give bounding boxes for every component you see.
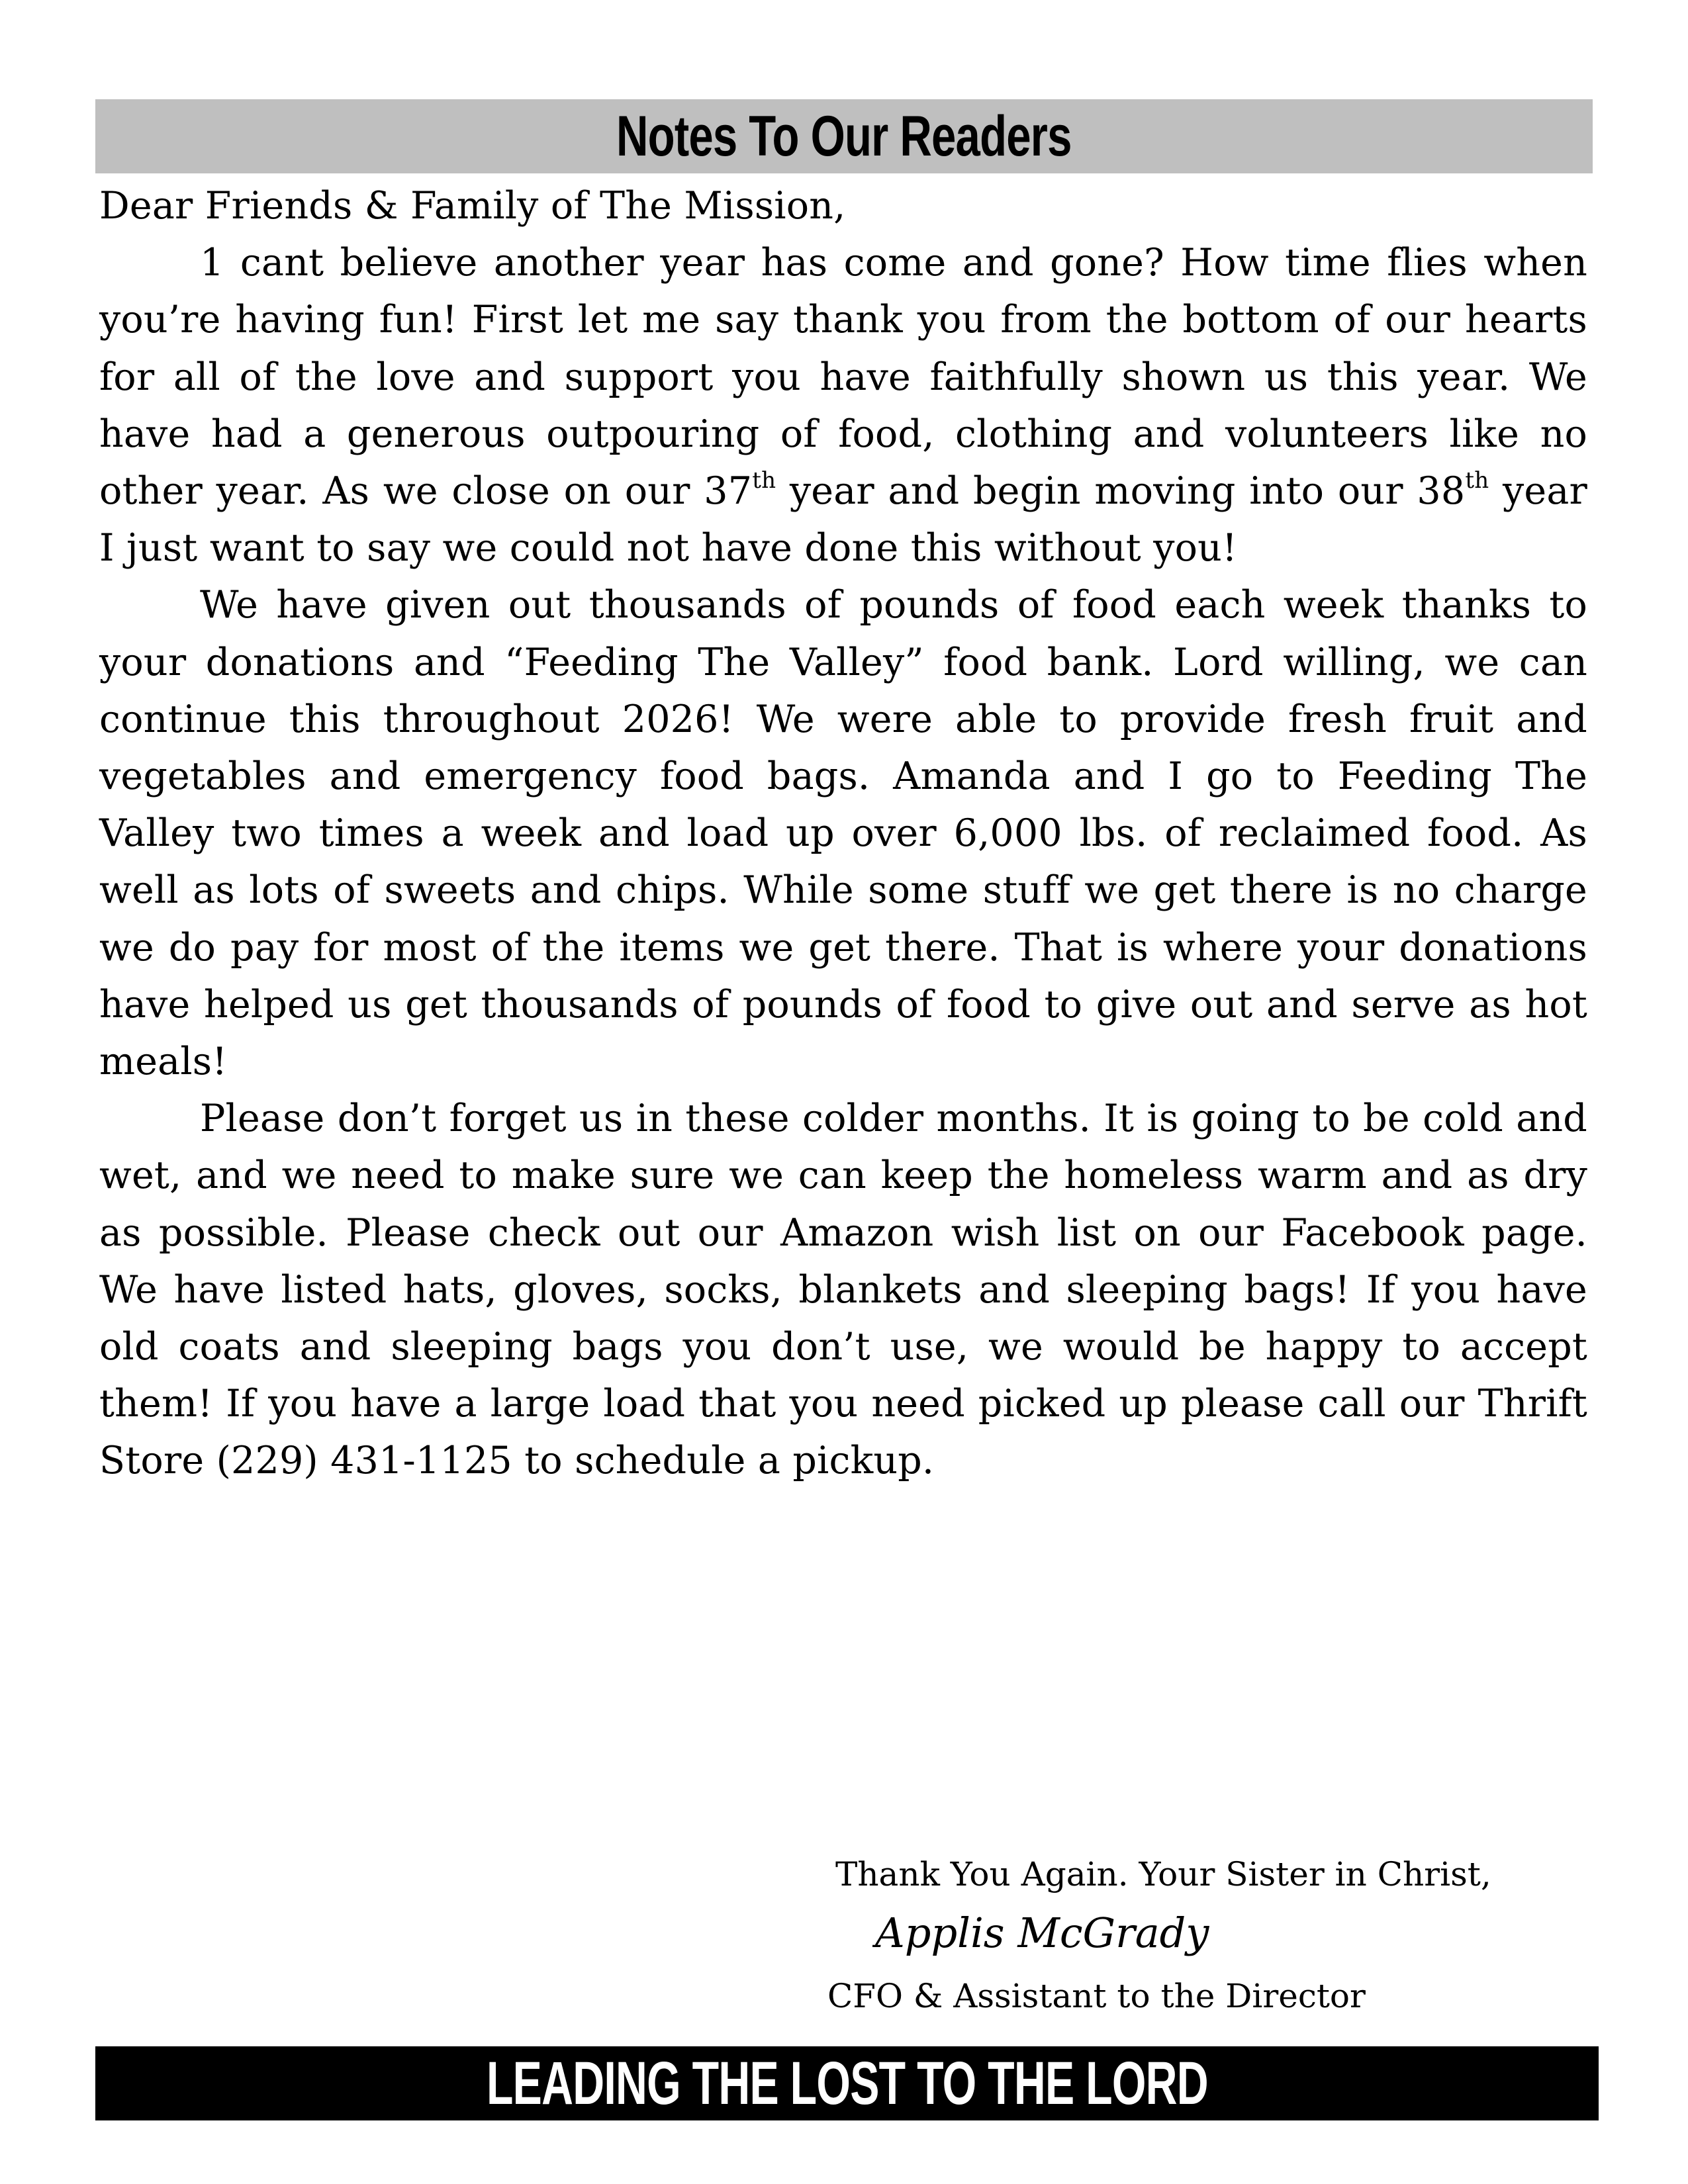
salutation: Dear Friends & Family of The Mission, — [99, 184, 846, 228]
letter-body — [99, 177, 1587, 1490]
paragraph-food: We have given out thousands of pounds of food each week thanks to your donations and “Feeding The Valley” food bank. Lord willing, we can continue this throughout 2026! We were able to provide fresh fruit and vegetables and emergency food bags. Amanda and I go to Feeding The Valley two times a week and load up over 6,000 lbs. of reclaimed food. As well as lots of sweets and chips. While some stuff we get there is no charge we do pay for most of the items we get there. That is where your donations have helped us get thousands of pounds of food to give out and serve as hot meals! — [99, 583, 1587, 1084]
paragraph-intro-text-1: 1 cant believe another year has come and gone? How time flies when you’re having fun! First let me say thank you from the bottom of our hearts for all of the love and support you have faithfully shown us this year. We have had a generous outpouring of food, clothing and volunteers like no other year. As we close on our 37 — [99, 241, 1587, 514]
footer-slogan: LEADING THE LOST TO THE LORD — [486, 2050, 1208, 2117]
page-title: Notes To Our Readers — [616, 105, 1072, 168]
closing-line: Thank You Again. Your Sister in Christ, — [835, 1855, 1491, 1893]
paragraph-intro-text-2: year and begin moving into our 38 — [776, 469, 1466, 514]
title-banner — [95, 99, 1593, 173]
paragraph-intro-text-3: year I just want to say we could not have done this without you! — [99, 469, 1587, 570]
signer-title: CFO & Assistant to the Director — [827, 1977, 1366, 2015]
paragraph-winter: Please don’t forget us in these colder months. It is going to be cold and wet, and we need to make sure we can keep the homeless warm and as dry as possible. Please check out our Amazon wish list on our Facebook page. We have listed hats, gloves, socks, blankets and sleeping bags! If you have old coats and sleeping bags you don’t use, we would be happy to accept them! If you have a large load that you need picked up please call our Thrift Store (229) 431-1125 to schedule a pickup. — [99, 1097, 1587, 1483]
paragraph-intro — [99, 234, 1587, 576]
ordinal-suffix-38: th — [1465, 467, 1489, 494]
ordinal-suffix-37: th — [752, 467, 776, 494]
signature — [872, 1903, 1230, 1970]
footer-banner — [95, 2046, 1599, 2120]
signature-name: Applis McGrady — [875, 1909, 1209, 1957]
